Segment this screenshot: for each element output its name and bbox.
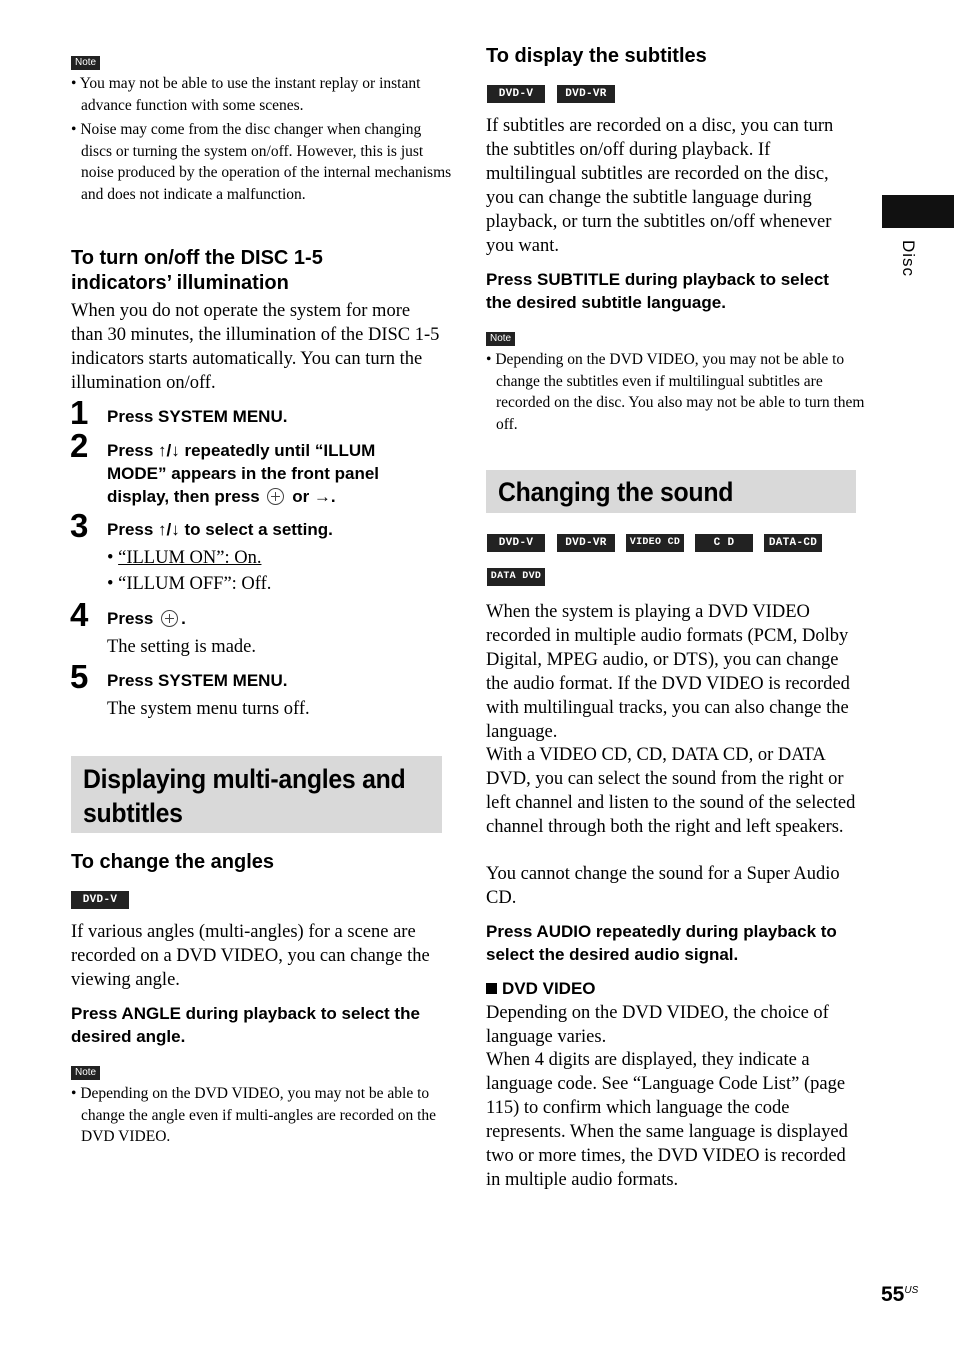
step-number: 3: [70, 507, 89, 544]
note-item: • You may not be able to use the instant replay or instant advance function with some scenes.: [71, 75, 421, 114]
step-result: The system menu turns off.: [107, 699, 310, 719]
subtitles-instruction: Press SUBTITLE during playback to select the desired subtitle language.: [486, 270, 829, 312]
note-label: Note: [71, 56, 100, 70]
dvd-video-body: Depending on the DVD VIDEO, the choice of language varies.: [486, 1003, 829, 1047]
step-text: Press ↑/↓ to select a setting.: [107, 520, 333, 539]
dvd-video-body: When 4 digits are displayed, they indicate a language code. See “Language Code List” (page 115) to confirm which language the code represents. When the same language is displayed two or more times, the DVD VIDEO is recorded in multiple audio formats.: [486, 1050, 848, 1190]
section-title: Displaying multi-angles and: [83, 764, 406, 794]
disc-badge: DVD-V: [487, 534, 545, 552]
step-number: 1: [70, 394, 89, 431]
step-result: The setting is made.: [107, 637, 256, 657]
angles-body: If various angles (multi-angles) for a scene are recorded on a DVD VIDEO, you can change the viewing angle.: [71, 922, 430, 990]
option-item: • “ILLUM ON”: On.: [107, 548, 262, 568]
disc-badge: C D: [695, 534, 753, 552]
note-label: Note: [71, 1066, 100, 1080]
step-text: Press SYSTEM MENU.: [107, 671, 288, 690]
step-number: 2: [70, 427, 89, 464]
page-number: $55^{US}$: [881, 1283, 919, 1306]
section-title: Changing the sound: [498, 477, 734, 507]
disc-badge: DVD-VR: [557, 85, 615, 103]
enter-button-icon: [161, 610, 178, 627]
sound-body: You cannot change the sound for a Super Audio CD.: [486, 864, 840, 908]
note-label: Note: [486, 332, 515, 346]
step-text: Press ↑/↓ repeatedly until “ILLUM MODE” appears in the front panel display, then press or →.: [107, 441, 380, 506]
dvd-video-subheading: DVD VIDEO: [486, 977, 596, 1000]
step-text: Press SYSTEM MENU.: [107, 407, 288, 426]
disc-badge: DVD-VR: [557, 534, 615, 552]
enter-button-icon: [267, 488, 284, 505]
sound-instruction: Press AUDIO repeatedly during playback to select the desired audio signal.: [486, 922, 837, 964]
disc-badge: DVD-V: [487, 85, 545, 103]
step-number: 4: [70, 596, 89, 633]
square-bullet-icon: [486, 983, 497, 994]
section-header-box: [486, 470, 856, 513]
subtitles-body: If subtitles are recorded on a disc, you can turn the subtitles on/off during playback. If multilingual subtitles are recorded on the disc, you can change the subtitle language during playback, or turn the subtitles on/off whenever you want.: [486, 116, 834, 256]
illum-heading: To turn on/off the DISC 1-5 indicators’ illumination: [71, 247, 323, 294]
note-item: • Noise may come from the disc changer when changing discs or turning the system on/off. However, this is just noise produced by the operation of the internal mechanisms and does not indicate a malfunction.: [71, 121, 452, 203]
note-item: • Depending on the DVD VIDEO, you may not be able to change the angle even if multi-angles are recorded on the DVD VIDEO.: [71, 1085, 437, 1145]
note-item: • Depending on the DVD VIDEO, you may not be able to change the subtitles even if multilingual subtitles are recorded on the disc. You also may not be able to turn them off.: [486, 351, 865, 433]
section-header-box: [71, 756, 442, 833]
section-title: subtitles: [83, 798, 183, 828]
disc-badge: VIDEO CD: [626, 534, 684, 552]
subtitles-heading: To display the subtitles: [486, 45, 707, 67]
disc-badge: DVD-V: [71, 891, 129, 909]
sound-body: With a VIDEO CD, CD, DATA CD, or DATA DVD, you can select the sound from the right or left channel and listen to the sound of the selected channel through both the right and left speakers.: [486, 745, 856, 837]
step-text: Press .: [107, 609, 186, 628]
angles-instruction: Press ANGLE during playback to select the desired angle.: [71, 1004, 420, 1046]
sound-body: When the system is playing a DVD VIDEO recorded in multiple audio formats (PCM, Dolby Digital, MPEG audio, or DTS), you can change the audio format. If the DVD VIDEO is recorded with multilingual tracks, you can also change the language.: [486, 602, 850, 742]
illum-body: When you do not operate the system for more than 30 minutes, the illumination of the DISC 1-5 indicators starts automatically. You can turn the illumination on/off.: [71, 301, 440, 393]
disc-badge: DATA DVD: [487, 568, 545, 586]
step-number: 5: [70, 658, 89, 695]
disc-badge: DATA-CD: [764, 534, 822, 552]
angles-heading: To change the angles: [71, 851, 274, 873]
chapter-tab-marker: [882, 195, 954, 228]
option-item: • “ILLUM OFF”: Off.: [107, 574, 272, 594]
chapter-tab-label: Disc: [899, 240, 918, 278]
